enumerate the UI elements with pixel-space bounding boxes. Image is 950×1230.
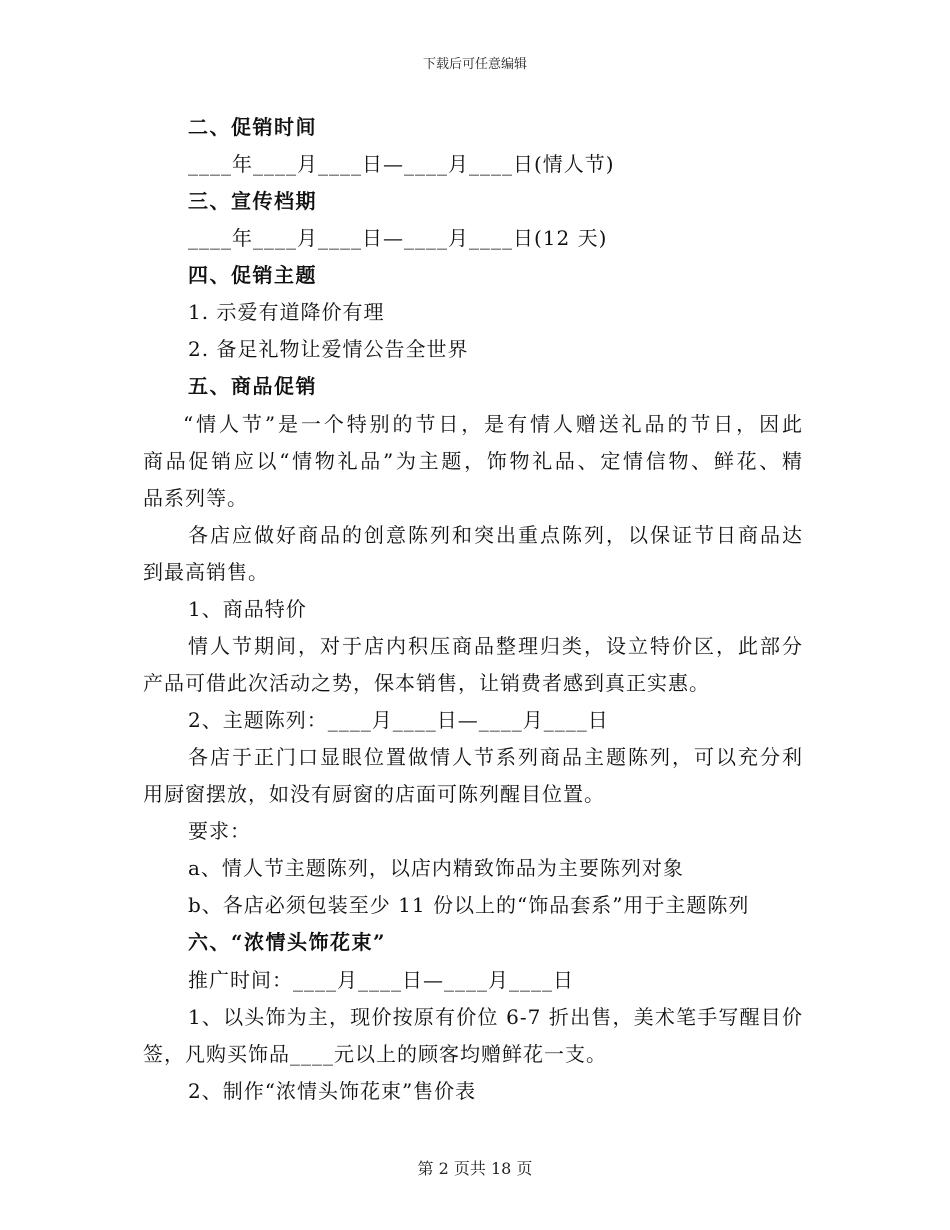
paragraph-line: 签，凡购买饰品____元以上的顾客均赠鲜花一支。 <box>143 1042 607 1066</box>
section-heading-publicity-period: 三、宣传档期 <box>188 189 317 213</box>
theme-item-1: 1. 示爱有道降价有理 <box>188 300 385 324</box>
requirement-item-a: a、情人节主题陈列，以店内精致饰品为主要陈列对象 <box>188 856 684 880</box>
section-heading-promotion-time: 二、促销时间 <box>188 115 317 139</box>
subsection-special-price: 1、商品特价 <box>188 597 307 621</box>
publicity-date-line: ____年____月____日—____月____日(12 天) <box>188 226 608 250</box>
paragraph-line: 到最高销售。 <box>143 560 269 584</box>
paragraph-line: 产品可借此次活动之势，保本销售，让销费者感到真正实惠。 <box>143 671 710 695</box>
theme-item-2: 2. 备足礼物让爱情公告全世界 <box>188 337 469 361</box>
paragraph-line: 情人节期间，对于店内积压商品整理归类，设立特价区，此部分 <box>188 634 803 658</box>
promotion-date-line: ____年____月____日—____月____日(情人节) <box>188 152 615 176</box>
page-header: 下载后可任意编辑 <box>422 57 527 72</box>
requirements-label: 要求： <box>188 819 251 843</box>
paragraph-line: “情人节”是一个特别的节日，是有情人赠送礼品的节日，因此 <box>183 412 803 436</box>
paragraph-line: 各店应做好商品的创意陈列和突出重点陈列，以保证节日商品达 <box>188 523 803 547</box>
paragraph-line: 品系列等。 <box>143 486 248 510</box>
page-footer: 第 2 页共 18 页 <box>417 1159 533 1178</box>
requirement-item-b: b、各店必须包装至少 11 份以上的“饰品套系”用于主题陈列 <box>188 893 750 917</box>
paragraph-line: 用厨窗摆放，如没有厨窗的店面可陈列醒目位置。 <box>143 782 605 806</box>
paragraph-line: 1、以头饰为主，现价按原有价位 6-7 折出售，美术笔手写醒目价 <box>188 1005 803 1029</box>
promotion-time-line: 推广时间：____月____日—____月____日 <box>188 968 574 992</box>
section-heading-promotion-theme: 四、促销主题 <box>188 263 317 287</box>
subsection-theme-display: 2、主题陈列：____月____日—____月____日 <box>188 708 609 732</box>
paragraph-line: 各店于正门口显眼位置做情人节系列商品主题陈列，可以充分利 <box>188 745 803 769</box>
price-list-item: 2、制作“浓情头饰花束”售价表 <box>188 1079 477 1103</box>
paragraph-line: 商品促销应以“情物礼品”为主题，饰物礼品、定情信物、鲜花、精 <box>143 449 803 473</box>
section-heading-product-promotion: 五、商品促销 <box>188 374 317 398</box>
section-heading-headwear-bouquet: 六、“浓情头饰花束” <box>188 930 387 954</box>
